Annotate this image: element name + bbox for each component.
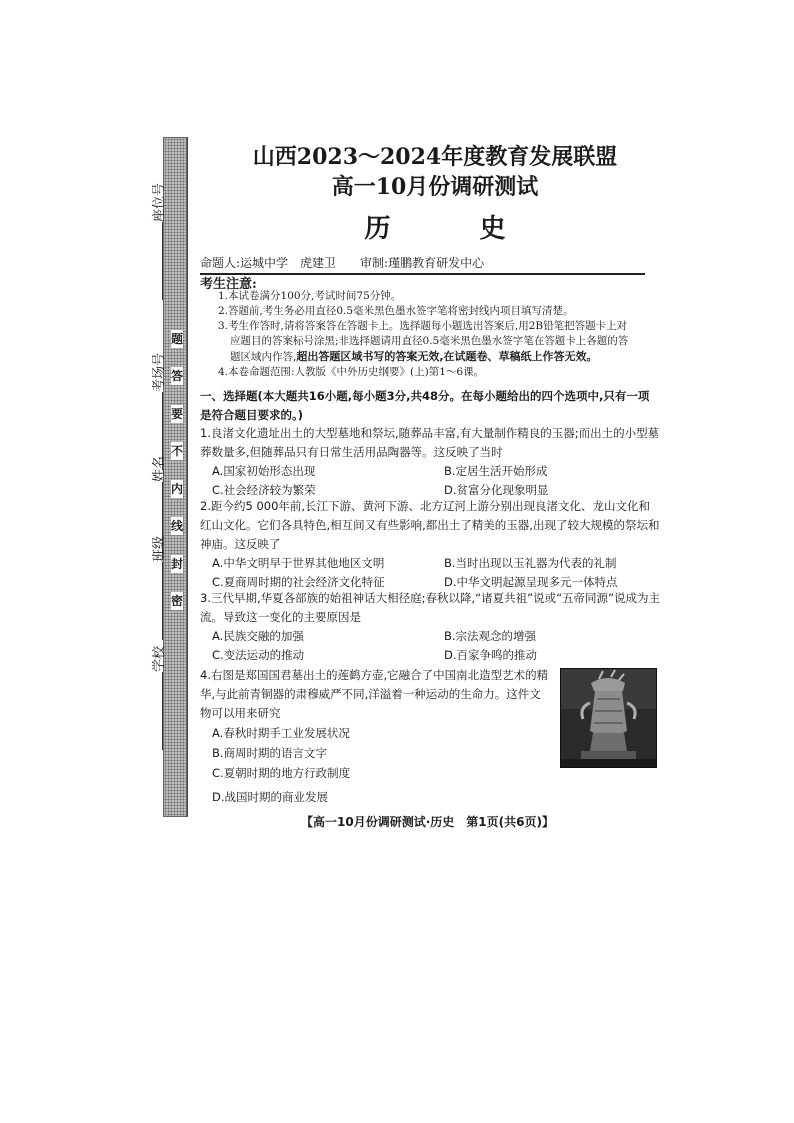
- question-stem: 2.距今约5 000年前,长江下游、黄河下游、北方辽河上游分别出现良渚文化、龙山文化和红山文化。它们各具特色,相互间又有些影响,都出土了精美的玉器,出现了较大规模的祭坛和神庙。这反映了: [200, 499, 660, 551]
- option-b[interactable]: B.定居生活开始形成: [444, 464, 548, 478]
- question-1: [200, 424, 660, 500]
- exam-room-field[interactable]: [148, 353, 167, 470]
- note-item: 3.考生作答时,请将答案答在答题卡上。选择题每小题选出答案后,用2B铅笔把答题卡上对: [218, 320, 628, 332]
- lotus-crane-square-pot-photo: [560, 668, 657, 768]
- name-label: 姓名: [152, 455, 167, 482]
- note-item: [218, 349, 658, 365]
- seal-notice: [168, 330, 186, 610]
- class-field[interactable]: [148, 536, 167, 640]
- author-line: 命题人:运城中学 虎建卫 审制:瑾鹏教育研发中心: [200, 254, 645, 275]
- note-item: 应题目的答案标号涂黑;非选择题请用直径0.5毫米黑色墨水签字笔在答题卡上各题的答: [230, 335, 629, 347]
- option-a[interactable]: A.国家初始形态出现: [212, 464, 316, 478]
- option-c[interactable]: C.夏朝时期的地方行政制度: [212, 766, 351, 780]
- exam-room-label: 考场号: [152, 352, 167, 392]
- school-field[interactable]: [148, 646, 167, 750]
- option-a[interactable]: A.民族交融的加强: [212, 629, 304, 643]
- class-label: 班级: [152, 535, 167, 562]
- option-d[interactable]: D.贫富分化现象明显: [444, 483, 549, 497]
- option-d[interactable]: D.百家争鸣的推动: [444, 648, 538, 662]
- school-label: 学校: [152, 645, 167, 672]
- seat-number-label: 座位号: [152, 182, 167, 222]
- seal-char: 封: [170, 556, 183, 571]
- question-stem: 1.良渚文化遗址出土的大型墓地和祭坛,随葬品丰富,有大量制作精良的玉器;而出土的小型墓葬数量多,但随葬品只有日常生活用品陶器等。这反映了当时: [200, 426, 660, 459]
- seal-char: 线: [170, 519, 183, 534]
- note-item: 1.本试卷满分100分,考试时间75分钟。: [218, 290, 402, 302]
- option-d[interactable]: D.中华文明起源呈现多元一体特点: [444, 575, 618, 589]
- seal-char: 要: [170, 406, 183, 421]
- page-footer: 【高一10月份调研测试·历史 第1页(共6页)】: [301, 815, 554, 829]
- option-a[interactable]: A.中华文明早于世界其他地区文明: [212, 556, 385, 570]
- question-2: [200, 497, 660, 592]
- option-c[interactable]: C.社会经济较为繁荣: [212, 483, 316, 497]
- notes-title: 考生注意:: [200, 277, 257, 292]
- seal-line: [187, 137, 188, 817]
- option-b[interactable]: B.宗法观念的增强: [444, 629, 537, 643]
- option-b[interactable]: B.商周时期的语言文字: [212, 746, 328, 760]
- option-d[interactable]: D.战国时期的商业发展: [212, 790, 329, 804]
- question-stem: 3.三代早期,华夏各部族的始祖神话大相径庭;春秋以降,“诸夏共祖”说或“五帝同源”说成为主流。导致这一变化的主要原因是: [200, 591, 660, 624]
- seal-char: 题: [170, 332, 183, 346]
- seal-char: 密: [170, 593, 183, 608]
- exam-title: 山西2023～2024年度教育发展联盟: [252, 144, 618, 170]
- question-stem: 4.右图是郑国国君墓出土的莲鹤方壶,它融合了中国南北造型艺术的精华,与此前青铜器的肃穆威严不同,洋溢着一种运动的生命力。这件文物可以用来研究: [200, 668, 549, 720]
- seal-char: 内: [170, 481, 183, 496]
- seat-number-field[interactable]: [148, 183, 167, 300]
- question-3: [200, 589, 660, 665]
- option-c[interactable]: C.变法运动的推动: [212, 648, 305, 662]
- seal-char: 答: [170, 369, 183, 384]
- exam-notes: [218, 289, 658, 380]
- note-item: 4.本卷命题范围:人教版《中外历史纲要》(上)第1～6课。: [218, 366, 485, 378]
- section-title: 一、选择题(本大题共16小题,每小题3分,共48分。在每小题给出的四个选项中,只有一项是符合题目要求的。): [200, 389, 650, 422]
- option-c[interactable]: C.夏商周时期的社会经济文化特征: [212, 575, 385, 589]
- note-item: 2.答题前,考生务必用直径0.5毫米黑色墨水签字笔将密封线内项目填写清楚。: [218, 305, 574, 317]
- note-item-emphasis: 超出答题区域书写的答案无效,在试题卷、草稿纸上作答无效。: [296, 350, 598, 363]
- option-b[interactable]: B.当时出现以玉礼器为代表的礼制: [444, 556, 617, 570]
- exam-subtitle: 高一10月份调研测试: [331, 174, 539, 200]
- subject-title: 历 史: [364, 214, 546, 244]
- option-a[interactable]: A.春秋时期手工业发展状况: [212, 726, 350, 740]
- note-item-text: 题区域内作答,: [230, 351, 297, 363]
- seal-char: 不: [170, 444, 183, 459]
